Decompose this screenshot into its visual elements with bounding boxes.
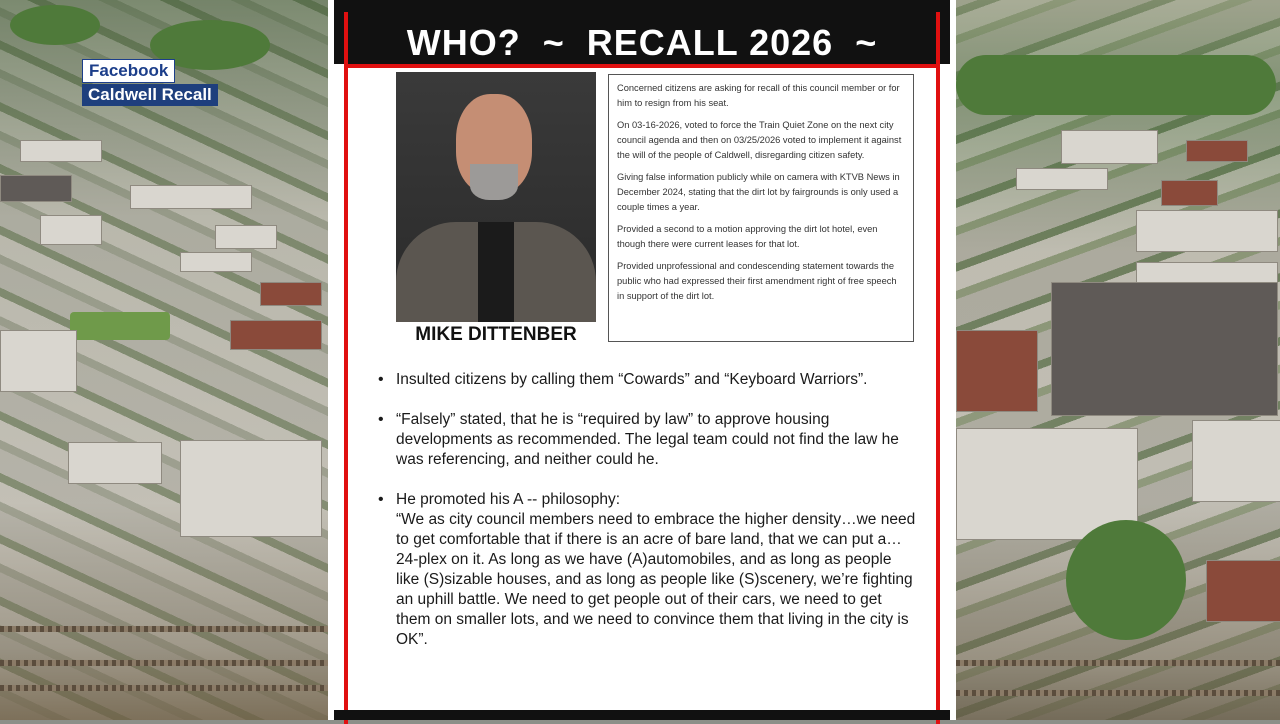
info-paragraph: On 03-16-2026, voted to force the Train Quiet Zone on the next city council agenda and then on 03/25/2026 voted to implement it against the will of the people of Caldwell, disregarding citizen safety. xyxy=(617,120,902,160)
info-paragraph: Provided a second to a motion approving the dirt lot hotel, even though there were current leases for that lot. xyxy=(617,224,878,249)
bullet-item xyxy=(378,490,918,650)
recall-flyer xyxy=(328,0,956,720)
info-paragraph: Provided unprofessional and condescending statement towards the public who had expressed their first amendment right of free speech in support of the dirt lot. xyxy=(617,261,897,301)
flyer-header xyxy=(334,0,950,64)
portrait-photo xyxy=(396,72,596,322)
info-paragraph: Concerned citizens are asking for recall of this council member or for him to resign from his seat. xyxy=(617,83,900,108)
aerial-photo-right xyxy=(956,0,1280,720)
bullet-item: • Insulted citizens by calling them “Cowards” and “Keyboard Warriors”. xyxy=(378,370,918,390)
bullet-list xyxy=(378,370,918,670)
facebook-label: Facebook xyxy=(82,59,175,83)
aerial-photo-left xyxy=(0,0,328,720)
info-paragraph: Giving false information publicly while on camera with KTVB News in December 2024, stating that the dirt lot by fairgrounds is only used a couple times a year. xyxy=(617,172,900,212)
allegations-box xyxy=(608,74,914,342)
caldwell-recall-label: Caldwell Recall xyxy=(82,84,218,106)
quote-text: “We as city council members need to embrace the higher density…we need to get comfortable that if there is an acre of bare land, that we can put a…24-plex on it. As long as we have (A)automobiles, and as long as people like (S)sizable houses, and as long as people like (S)scenery, we’re fighting an uphill battle. We need to get people out of their cars, we need to get them on smaller lots, and we need to convince them that living in the city is OK”. xyxy=(396,511,916,648)
person-name: MIKE DITTENBER xyxy=(415,324,577,345)
bullet-item: • “Falsely” stated, that he is “required by law” to approve housing developments as recommended. The legal team could not find the law he was referencing, and neither could he. xyxy=(378,410,918,470)
bullet-intro: • He promoted his A -- philosophy: xyxy=(396,491,621,508)
flyer-title: WHO? ~ RECALL 2026 ~ xyxy=(406,22,878,63)
